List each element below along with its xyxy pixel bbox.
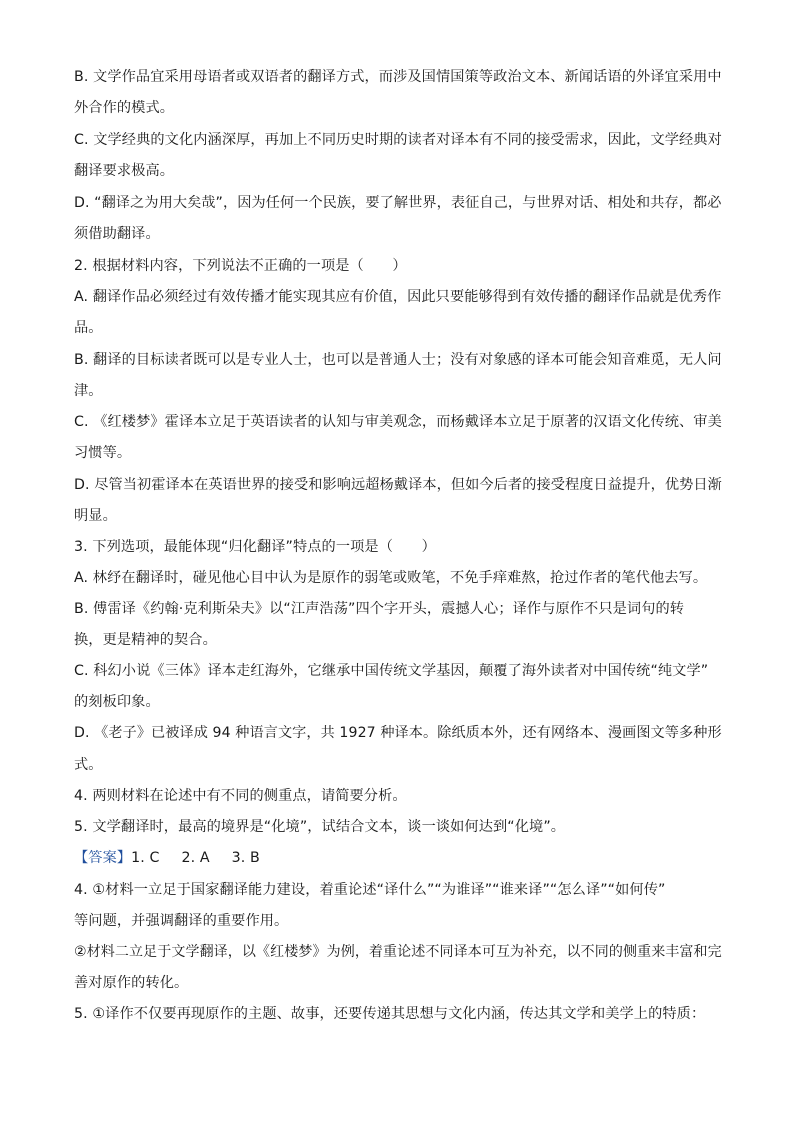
option-line: A. 林纾在翻译时，碰见他心目中认为是原作的弱笔或败笔，不免手痒难熬，抢过作者的笔代他去写。: [74, 570, 708, 586]
option-line: A. 翻译作品必须经过有效传播才能实现其应有价值，因此只要能够得到有效传播的翻译作品就是优秀作: [74, 289, 722, 305]
option-line: B. 傅雷译《约翰·克利斯朵夫》以“江声浩荡”四个字开头，震撼人心；译作与原作不只是词句的转: [74, 601, 685, 617]
option-line: D. 《老子》已被译成 94 种语言文字，共 1927 种译本。除纸质本外，还有网络本、漫画图文等多种形: [74, 725, 722, 741]
option-line: C. 文学经典的文化内涵深厚，再加上不同历史时期的读者对译本有不同的接受需求，因此，文学经典对: [74, 132, 722, 148]
question-line: 2. 根据材料内容，下列说法不正确的一项是（ ）: [74, 258, 407, 274]
answer-3: 3. B: [231, 850, 260, 866]
answer-paragraph-line: ②材料二立足于文学翻译，以《红楼梦》为例，着重论述不同译本可互为补充，以不同的侧重来丰富和完: [74, 944, 722, 960]
option-line: C. 《红楼梦》霍译本立足于英语读者的认知与审美观念，而杨戴译本立足于原著的汉语文化传统、审美: [74, 414, 722, 430]
question-line: 5. 文学翻译时，最高的境界是“化境”，试结合文本，谈一谈如何达到“化境”。: [74, 819, 566, 835]
option-line: 翻译要求极高。: [74, 163, 175, 179]
question-line: 4. 两则材料在论述中有不同的侧重点，请简要分析。: [74, 788, 407, 804]
option-line: B. 文学作品宜采用母语者或双语者的翻译方式，而涉及国情国策等政治文本、新闻话语的外译宜采用中: [74, 69, 722, 85]
answer-paragraph-line: 善对原作的转化。: [74, 975, 189, 991]
option-line: 外合作的模式。: [74, 100, 175, 116]
option-line: 品。: [74, 320, 103, 336]
answer-paragraph-line: 等问题，并强调翻译的重要作用。: [74, 913, 289, 929]
option-line: D. “翻译之为用大矣哉”，因为任何一个民族，要了解世界，表征自己，与世界对话、相处和共存，都必: [74, 195, 722, 211]
answer-paragraph-line: 5. ①译作不仅要再现原作的主题、故事，还要传递其思想与文化内涵，传达其文学和美学上的特质：: [74, 1006, 706, 1022]
answer-tag: 【答案】: [74, 850, 132, 866]
answer-line: [74, 848, 260, 868]
question-line: 3. 下列选项，最能体现“归化翻译”特点的一项是（ ）: [74, 539, 436, 555]
option-line: 习惯等。: [74, 445, 132, 461]
answer-1: 1. C: [131, 850, 160, 866]
option-line: 的刻板印象。: [74, 694, 160, 710]
answer-2: 2. A: [181, 850, 210, 866]
option-line: 津。: [74, 383, 103, 399]
option-line: 换，更是精神的契合。: [74, 632, 217, 648]
option-line: D. 尽管当初霍译本在英语世界的接受和影响远超杨戴译本，但如今后者的接受程度日益提升，优势日渐: [74, 477, 722, 493]
option-line: B. 翻译的目标读者既可以是专业人士，也可以是普通人士；没有对象感的译本可能会知音难觅，无人问: [74, 352, 722, 368]
option-line: 须借助翻译。: [74, 226, 160, 242]
option-line: 明显。: [74, 508, 117, 524]
answer-paragraph-line: 4. ①材料一立足于国家翻译能力建设，着重论述“译什么”“为谁译”“谁来译”“怎么译”“如何传”: [74, 882, 666, 898]
option-line: 式。: [74, 757, 103, 773]
option-line: C. 科幻小说《三体》译本走红海外，它继承中国传统文学基因，颠覆了海外读者对中国传统“纯文学”: [74, 663, 709, 679]
